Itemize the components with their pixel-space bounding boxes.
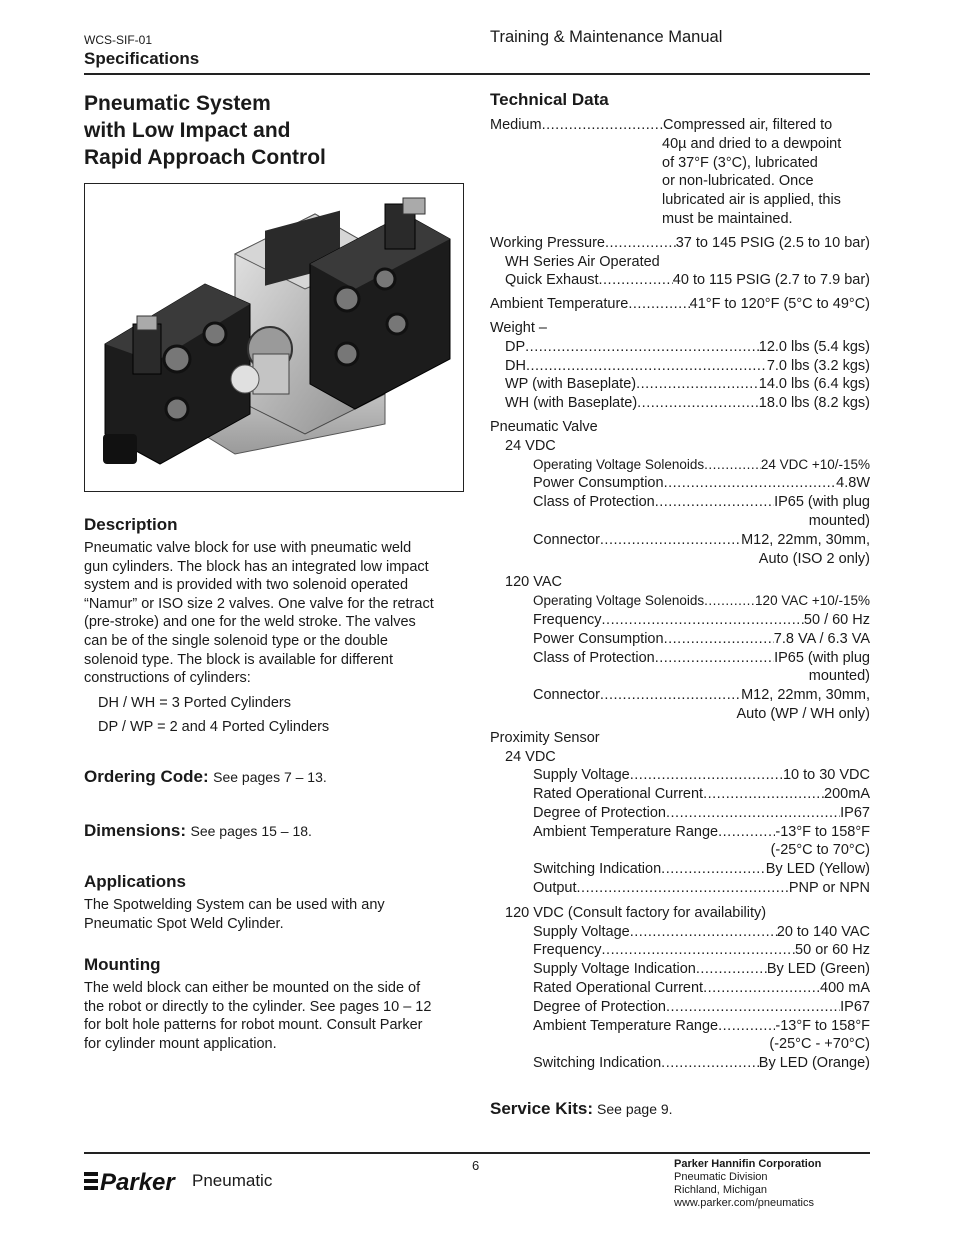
technical-data-column: Technical Data Medium ..... Compressed air, filtered to 40µ and dried to a dewpoint of 37°F (3°C), lubricated or non-lubricated. Once lubricated air is applied, this must be maintained. Working Pressure ..... 37 to 145 PSIG (2.5 to 10 bar) WH Series Air Operated Quick Exhaust ..... 40 to 115 PSIG (2.7 to 7.9 bar) Ambient Temperature ..... 41°F to 120°F (5°C to 49°C) Weight – DP ..... 12.0 lbs (5.4 kgs) DH ..... 7.0 lbs (3.2 kgs) WP (with Baseplate) ..... 14.0 lbs (6.4 kgs) WH (with Baseplate) ..... 18.0 lbs (8.2 kgs) Pneumatic Valve 24 VDC Operating Voltage Solenoids ..... 24 VDC +10/-15% Power Consumption ..... 4.8W Class of Protection ..... IP65 (with plug mounted) Connector ..... M12, 22mm, 30mm, Auto (ISO 2 only) 120 VAC Operating Voltage Solenoids ..... 120 VAC +10/-15% Frequency ..... 50 / 60 Hz Power Consumption ..... 7.8 VA / 6.3 VA Class of Protection ..... IP65 (with plug mounted) Connector ..... M12, 22mm, 30mm, Auto (WP / WH only) Proximity Sensor 24 VDC Supply Voltage ..... 10 to 30 VDC Rated Operational Current ..... 200mA Degree of Protection ..... IP67 Ambient Temperature Range ..... -13°F to 158°F (-25°C to 70°C) Switching Indication ..... By LED (Yellow) Output ..... PNP or NPN 120 VDC (Consult factory for availability) Supply Voltage ..... 20 to 140 VAC Frequency ..... 50 or 60 Hz Supply Voltage Indication ..... By LED (Green) Rated Operational Current ..... 400 mA Degree of Protection ..... IP67 Ambient Temperature Range ..... -13°F to 158°F (-25°C - +70°C) Switching Indication ..... By LED (Orange) Service Kits: See page 9. bbox=[490, 90, 870, 1119]
spec-row: Frequency ..... 50 / 60 Hz bbox=[490, 611, 870, 630]
document-code: WCS-SIF-01 bbox=[84, 33, 153, 47]
spec-row: Supply Voltage ..... 10 to 30 VDC bbox=[490, 766, 870, 785]
header-rule bbox=[84, 73, 870, 75]
spec-row-weight: DH ..... 7.0 lbs (3.2 kgs) bbox=[490, 357, 870, 376]
footer-rule bbox=[84, 1152, 870, 1154]
svg-text:Parker: Parker bbox=[100, 1169, 175, 1195]
spec-row-weight: WP (with Baseplate) ..... 14.0 lbs (6.4 kgs) bbox=[490, 375, 870, 394]
dimensions-ref: See pages 15 – 18. bbox=[190, 822, 312, 839]
service-kits-heading: Service Kits: bbox=[490, 1099, 593, 1119]
page-number: 6 bbox=[472, 1158, 480, 1173]
spec-row-working-pressure: Working Pressure ..... 37 to 145 PSIG (2.5 to 10 bar) bbox=[490, 234, 870, 253]
manual-title: Training & Maintenance Manual bbox=[490, 28, 723, 46]
spec-row: Operating Voltage Solenoids ..... 120 VAC +10/-15% bbox=[490, 592, 870, 611]
spec-row: Switching Indication ..... By LED (Yellow) bbox=[490, 860, 870, 879]
description-text: Pneumatic valve block for use with pneumatic weld gun cylinders. The block has an integrated low impact system and is provided with two solenoid operated “Namur” or ISO size 2 valves. One valve for the retract (pre-stroke) and one for the weld stroke. The valves can be of the single solenoid type or the double solenoid type. The block is available for different constructions of cylinders: bbox=[84, 540, 434, 687]
spec-row: Rated Operational Current ..... 200mA bbox=[490, 785, 870, 804]
description-heading: Description bbox=[84, 515, 178, 534]
spec-row: Operating Voltage Solenoids ..... 24 VDC +10/-15% bbox=[490, 456, 870, 475]
cylinder-list-item: DH / WH = 3 Ported Cylinders bbox=[98, 694, 291, 711]
section-title: Specifications bbox=[84, 49, 200, 68]
spec-row-medium: Medium ..... Compressed air, filtered to bbox=[490, 116, 870, 135]
valve-block-illustration bbox=[85, 184, 462, 490]
cylinder-list-item: DP / WP = 2 and 4 Ported Cylinders bbox=[98, 719, 330, 736]
corporation-address: Parker Hannifin Corporation Pneumatic Division Richland, Michigan www.parker.com/pneumatics bbox=[674, 1158, 822, 1209]
spec-row: Frequency ..... 50 or 60 Hz bbox=[490, 941, 870, 960]
mounting-section: Mounting The weld block can either be mounted on the side of the robot or directly to the cylinder. See pages 10 – 12 for bolt hole patterns for robot mount. Consult Parker for cylinder mount application. bbox=[84, 955, 464, 1053]
spec-row: Ambient Temperature Range ..... -13°F to 158°F bbox=[490, 823, 870, 842]
mounting-heading: Mounting bbox=[84, 955, 161, 975]
service-kits-ref: See page 9. bbox=[597, 1101, 673, 1118]
sensor-120vdc-label: 120 VDC (Consult factory for availability) bbox=[505, 904, 767, 921]
applications-section: Applications The Spotwelding System can be used with any Pneumatic Spot Weld Cylinder. bbox=[84, 872, 464, 933]
product-photo bbox=[84, 183, 464, 492]
spec-row-quick-exhaust: Quick Exhaust ..... 40 to 115 PSIG (2.7 to 7.9 bar) bbox=[490, 271, 870, 290]
division-word: Pneumatic bbox=[192, 1171, 273, 1190]
parker-logo-mark bbox=[84, 1167, 190, 1195]
weight-label: Weight – bbox=[490, 319, 547, 336]
spec-row: Rated Operational Current ..... 400 mA bbox=[490, 979, 870, 998]
valve-120vac-label: 120 VAC bbox=[505, 574, 562, 591]
spec-row: Degree of Protection ..... IP67 bbox=[490, 998, 870, 1017]
ordering-code-ref: See pages 7 – 13. bbox=[213, 768, 327, 785]
spec-row: Connector ..... M12, 22mm, 30mm, bbox=[490, 686, 870, 705]
spec-row: Connector ..... M12, 22mm, 30mm, bbox=[490, 531, 870, 550]
description-section bbox=[84, 515, 464, 737]
service-kits-line bbox=[490, 1099, 870, 1119]
spec-row: Ambient Temperature Range ..... -13°F to 158°F bbox=[490, 1017, 870, 1036]
sensor-24vdc-label: 24 VDC bbox=[505, 748, 556, 765]
spec-row: Degree of Protection ..... IP67 bbox=[490, 804, 870, 823]
left-column bbox=[84, 90, 464, 1054]
pneumatic-valve-label: Pneumatic Valve bbox=[490, 418, 598, 435]
spec-row-weight: DP ..... 12.0 lbs (5.4 kgs) bbox=[490, 338, 870, 357]
spec-row: Supply Voltage Indication ..... By LED (Green) bbox=[490, 960, 870, 979]
spec-row-ambient-temperature: Ambient Temperature ..... 41°F to 120°F (5°C to 49°C) bbox=[490, 295, 870, 314]
spec-row: Supply Voltage ..... 20 to 140 VAC bbox=[490, 923, 870, 942]
dimensions-line bbox=[84, 821, 464, 841]
proximity-sensor-label: Proximity Sensor bbox=[490, 729, 600, 746]
valve-24vdc-label: 24 VDC bbox=[505, 437, 556, 454]
ordering-code-line bbox=[84, 767, 464, 787]
page-title: Pneumatic System with Low Impact and Rapid Approach Control bbox=[84, 92, 326, 169]
wh-series-label: WH Series Air Operated bbox=[505, 253, 660, 270]
ordering-code-heading: Ordering Code: bbox=[84, 766, 209, 786]
parker-logo bbox=[84, 1167, 272, 1195]
technical-data-heading: Technical Data bbox=[490, 90, 609, 109]
applications-heading: Applications bbox=[84, 871, 187, 891]
dimensions-heading: Dimensions: bbox=[84, 820, 187, 840]
spec-row: Output ..... PNP or NPN bbox=[490, 879, 870, 898]
spec-row: Class of Protection ..... IP65 (with plug bbox=[490, 493, 870, 512]
spec-row: Power Consumption ..... 7.8 VA / 6.3 VA bbox=[490, 630, 870, 649]
spec-row: Switching Indication ..... By LED (Orange) bbox=[490, 1054, 870, 1073]
spec-row: Class of Protection ..... IP65 (with plug bbox=[490, 649, 870, 668]
spec-row-weight: WH (with Baseplate) ..... 18.0 lbs (8.2 kgs) bbox=[490, 394, 870, 413]
spec-row: Power Consumption ..... 4.8W bbox=[490, 474, 870, 493]
